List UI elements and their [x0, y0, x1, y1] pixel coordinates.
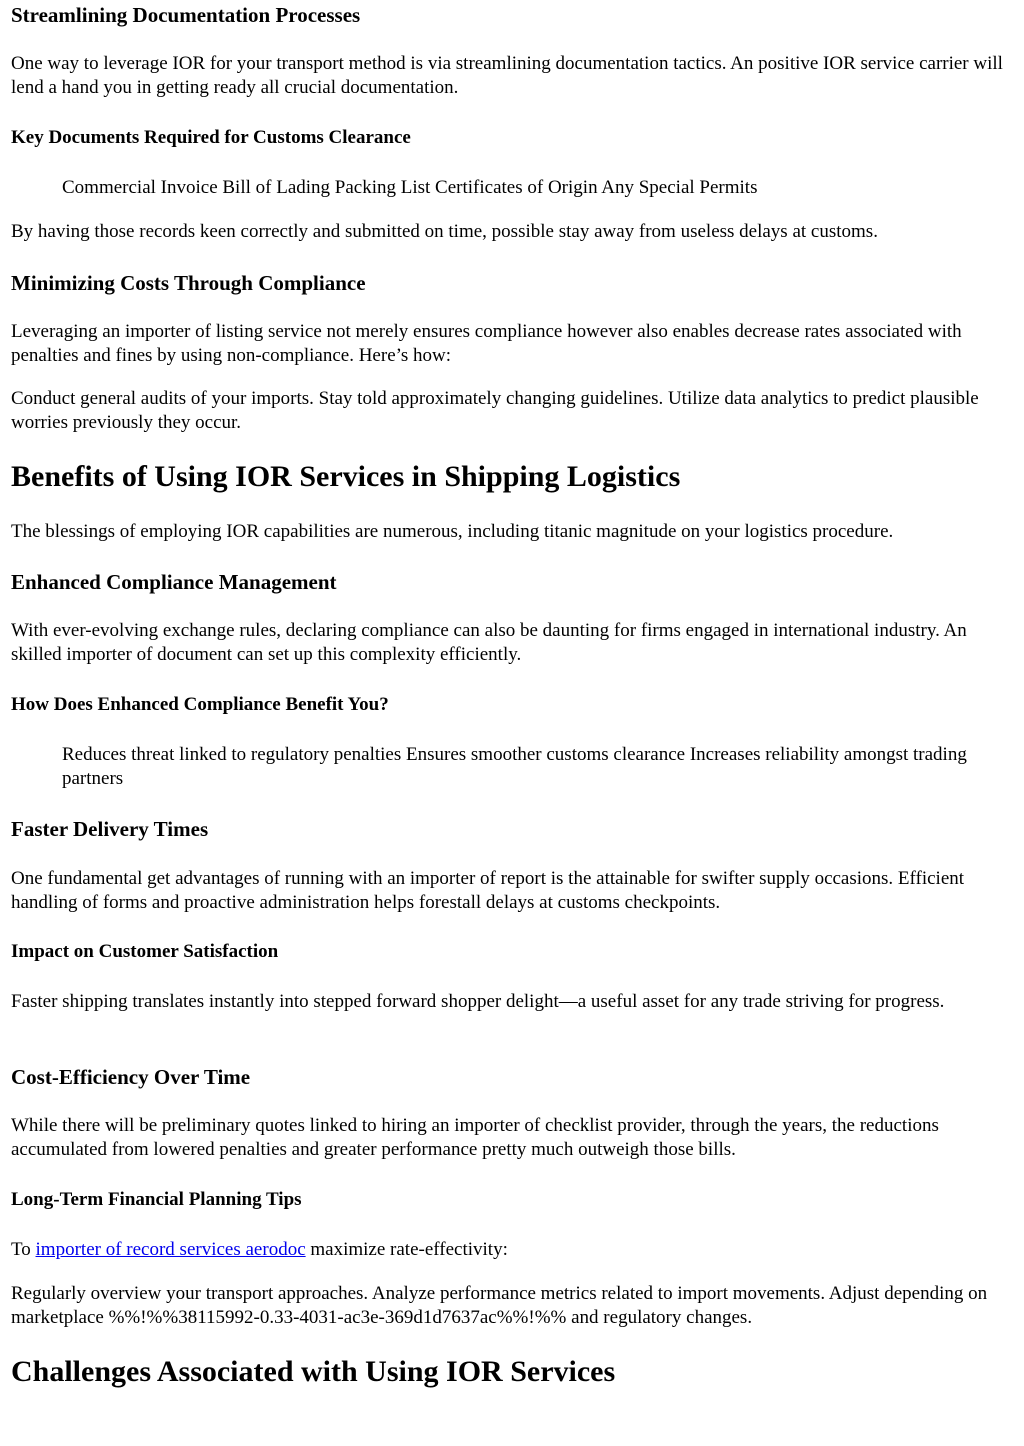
paragraph-minimizing-intro: Leveraging an importer of listing service not merely ensures compliance however also enables decrease rates associated with penalties and fines by using non-compliance. Here’s how: [11, 321, 962, 366]
section-heading-cost: Cost-Efficiency Over Time [11, 1065, 251, 1089]
paragraph-compliance-intro: With ever-evolving exchange rules, declaring compliance can also be daunting for firms engaged in international industry. An skilled importer of document can set up this complexity efficiently. [11, 620, 967, 665]
paragraph-tips-intro [11, 1238, 1011, 1262]
paragraph-tips-list: Regularly overview your transport approaches. Analyze performance metrics related to import movements. Adjust depending on marketplace %%!%%38115992-0.33-4031-ac3e-369d1d7637ac%%!%% and regulatory changes. [11, 1283, 988, 1328]
section-heading-challenges: Challenges Associated with Using IOR Services [11, 1355, 616, 1388]
subheading-customer-satisfaction: Impact on Customer Satisfaction [11, 941, 279, 962]
paragraph-cost-intro: While there will be preliminary quotes linked to hiring an importer of checklist provider, through the years, the reductions accumulated from lowered penalties and greater performance pretty much outweigh those bills. [11, 1115, 939, 1160]
documents-list: Commercial Invoice Bill of Lading Packing List Certificates of Origin Any Special Permits [62, 177, 758, 198]
paragraph-streamlining-intro: One way to leverage IOR for your transport method is via streamlining documentation tactics. An positive IOR service carrier will lend a hand you in getting ready all crucial documentation. [11, 53, 1003, 98]
paragraph-delivery-intro: One fundamental get advantages of running with an importer of report is the attainable for swifter supply occasions. Efficient handling of forms and proactive administration helps forestall delays at customs checkpoints. [11, 868, 965, 913]
paragraph-minimizing-steps: Conduct general audits of your imports. Stay told approximately changing guidelines. Utilize data analytics to predict plausible worries previously they occur. [11, 388, 979, 433]
tips-prefix-text: To [11, 1239, 36, 1260]
paragraph-customer-satisfaction: Faster shipping translates instantly into stepped forward shopper delight—a useful asset for any trade striving for progress. [11, 991, 945, 1012]
importer-of-record-link[interactable]: importer of record services aerodoc [35, 1239, 306, 1260]
tips-suffix-text: maximize rate-effectivity: [305, 1239, 508, 1260]
section-heading-minimizing: Minimizing Costs Through Compliance [11, 271, 366, 295]
section-heading-compliance: Enhanced Compliance Management [11, 570, 337, 594]
subheading-financial-tips: Long-Term Financial Planning Tips [11, 1189, 302, 1210]
section-heading-benefits: Benefits of Using IOR Services in Shipping Logistics [11, 460, 681, 493]
paragraph-streamlining-closing: By having those records keen correctly and submitted on time, possible stay away from useless delays at customs. [11, 221, 878, 242]
section-heading-delivery: Faster Delivery Times [11, 817, 209, 841]
paragraph-benefits-intro: The blessings of employing IOR capabilities are numerous, including titanic magnitude on your logistics procedure. [11, 521, 894, 542]
subheading-key-documents: Key Documents Required for Customs Clearance [11, 127, 411, 148]
subheading-compliance-benefit: How Does Enhanced Compliance Benefit You? [11, 694, 389, 715]
compliance-benefits-list: Reduces threat linked to regulatory penalties Ensures smoother customs clearance Increases reliability amongst trading partners [62, 744, 967, 789]
section-heading-streamlining: Streamlining Documentation Processes [11, 3, 361, 27]
